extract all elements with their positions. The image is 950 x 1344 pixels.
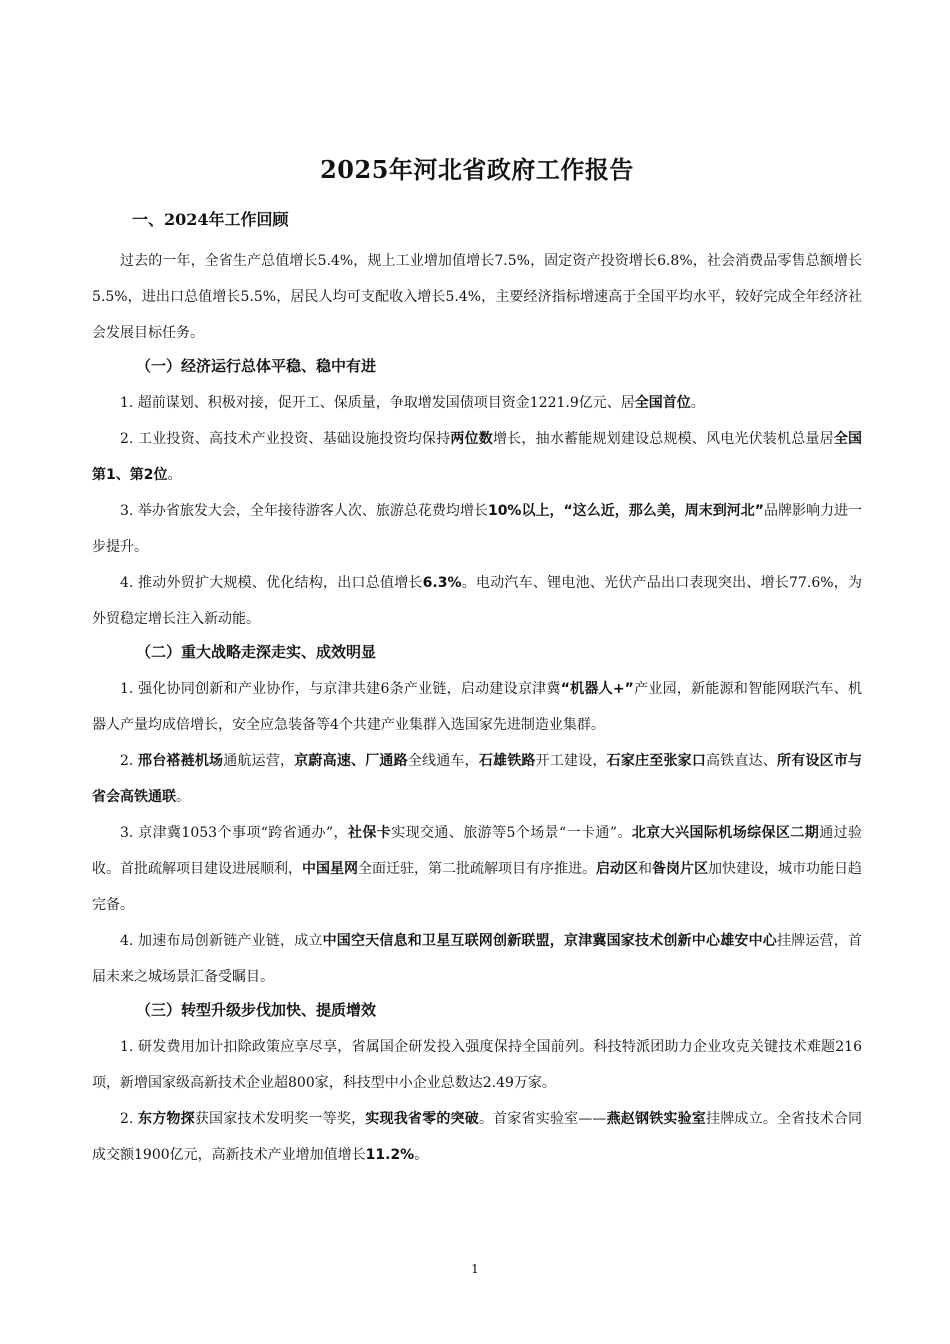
paragraph: 1. 研发费用加计扣除政策应享尽享，省属国企研发投入强度保持全国前列。科技特派团助力企业攻克关键技术难题216项，新增国家级高新技术企业超800家，科技型中小企业总数达2.49万家。: [92, 1039, 862, 1091]
page-title: 2025年河北省政府工作报告: [320, 155, 634, 184]
paragraph: 2. 邢台褡裢机场通航运营，京蔚高速、厂通路全线通车，石雄铁路开工建设，石家庄至张家口高铁直达、所有设区市与省会高铁通联。: [92, 753, 863, 805]
paragraph: 3. 京津冀1053个事项“跨省通办”，社保卡实现交通、旅游等5个场景“一卡通”。北京大兴国际机场综保区二期通过验收。首批疏解项目建设进展顺利，中国星网全面迁驻，第二批疏解项目有序推进。启动区和昝岗片区加快建设，城市功能日趋完备。: [92, 825, 863, 913]
intro-paragraph: 过去的一年，全省生产总值增长5.4%，规上工业增加值增长7.5%，固定资产投资增长6.8%，社会消费品零售总额增长5.5%，进出口总值增长5.5%，居民人均可支配收入增长5.4%，主要经济指标增速高于全国平均水平，较好完成全年经济社会发展目标任务。: [92, 253, 862, 341]
section-heading: 一、2024年工作回顾: [132, 210, 289, 229]
paragraph: 1. 超前谋划、积极对接，促开工、保质量，争取增发国债项目资金1221.9亿元、居全国首位。: [120, 395, 705, 411]
subsection-heading-1: （一）经济运行总体平稳、稳中有进: [136, 357, 377, 375]
paragraph: 4. 加速布局创新链产业链，成立中国空天信息和卫星互联网创新联盟，京津冀国家技术创新中心雄安中心挂牌运营，首届未来之城场景汇备受瞩目。: [92, 933, 862, 985]
page-number: 1: [471, 1262, 479, 1276]
paragraph: 1. 强化协同创新和产业协作，与京津共建6条产业链，启动建设京津冀“机器人+”产业园，新能源和智能网联汽车、机器人产量均成倍增长，安全应急装备等4个共建产业集群入选国家先进制造业集群。: [92, 681, 862, 733]
subsection-heading-2: （二）重大战略走深走实、成效明显: [136, 643, 377, 661]
paragraph: 4. 推动外贸扩大规模、优化结构，出口总值增长6.3%。电动汽车、锂电池、光伏产品出口表现突出、增长77.6%，为外贸稳定增长注入新动能。: [92, 575, 862, 627]
paragraph: 3. 举办省旅发大会，全年接待游客人次、旅游总花费均增长10%以上，“这么近，那么美，周末到河北”品牌影响力进一步提升。: [92, 503, 863, 555]
document-page: [92, 150, 862, 1173]
paragraph: 2. 东方物探获国家技术发明奖一等奖，实现我省零的突破。首家省实验室——燕赵钢铁实验室挂牌成立。全省技术合同成交额1900亿元，高新技术产业增加值增长11.2%。: [92, 1111, 863, 1163]
paragraph: 2. 工业投资、高技术产业投资、基础设施投资均保持两位数增长，抽水蓄能规划建设总规模、风电光伏装机总量居全国第1、第2位。: [92, 431, 863, 483]
subsection-heading-3: （三）转型升级步伐加快、提质增效: [136, 1001, 377, 1019]
